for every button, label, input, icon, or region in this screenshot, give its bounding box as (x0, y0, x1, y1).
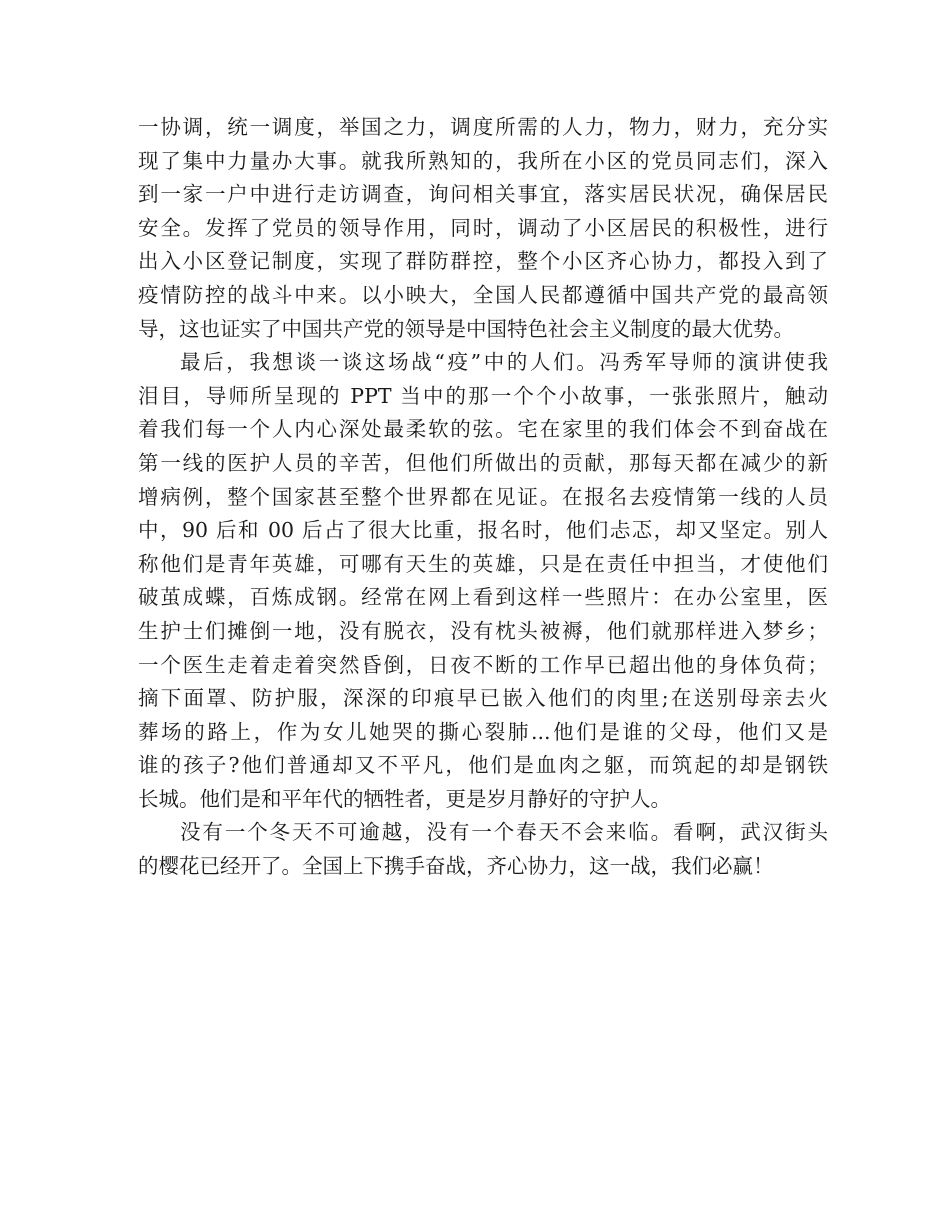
text-line: 没有一个冬天不可逾越，没有一个春天不会来临。看啊，武汉街头 (180, 820, 828, 845)
text-line: 最后，我想谈一谈这场战“疫”中的人们。冯秀军导师的演讲使我 (180, 350, 828, 375)
text-line: 增病例，整个国家甚至整个世界都在见证。在报名去疫情第一线的人员 (138, 484, 828, 509)
text-line: 现了集中力量办大事。就我所熟知的，我所在小区的党员同志们，深入 (138, 148, 828, 173)
text-line: 导，这也证实了中国共产党的领导是中国特色社会主义制度的最大优势。 (138, 316, 794, 341)
text-line: 一个医生走着走着突然昏倒，日夜不断的工作早已超出他的身体负荷； (138, 652, 828, 677)
text-line: 泪目，导师所呈现的 PPT 当中的那一个个小故事，一张张照片，触动 (138, 383, 828, 408)
text-line: 谁的孩子?他们普通却又不平凡，他们是血肉之躯，而筑起的却是钢铁 (138, 753, 828, 778)
text-line: 的樱花已经开了。全国上下携手奋战，齐心协力，这一战，我们必赢！ (138, 854, 774, 879)
text-line: 出入小区登记制度，实现了群防群控，整个小区齐心协力，都投入到了 (138, 249, 828, 274)
text-line: 第一线的医护人员的辛苦，但他们所做出的贡献，那每天都在减少的新 (138, 450, 828, 475)
text-line: 安全。发挥了党员的领导作用，同时，调动了小区居民的积极性，进行 (138, 215, 828, 240)
text-line: 着我们每一个人内心深处最柔软的弦。宅在家里的我们体会不到奋战在 (138, 417, 828, 442)
body-text (138, 111, 828, 884)
text-line: 长城。他们是和平年代的牺牲者，更是岁月静好的守护人。 (138, 786, 671, 811)
text-line: 摘下面罩、防护服，深深的印痕早已嵌入他们的肉里;在送别母亲去火 (138, 686, 828, 711)
text-line: 疫情防控的战斗中来。以小映大，全国人民都遵循中国共产党的最高领 (138, 282, 828, 307)
text-line: 称他们是青年英雄，可哪有天生的英雄，只是在责任中担当，才使他们 (138, 551, 828, 576)
text-line: 葬场的路上，作为女儿她哭的撕心裂肺...他们是谁的父母，他们又是 (138, 719, 828, 744)
text-line: 破茧成蝶，百炼成钢。经常在网上看到这样一些照片：在办公室里，医 (138, 585, 828, 610)
text-line: 生护士们摊倒一地，没有脱衣，没有枕头被褥，他们就那样进入梦乡； (138, 618, 828, 643)
text-line: 一协调，统一调度，举国之力，调度所需的人力，物力，财力，充分实 (138, 115, 828, 139)
text-line: 到一家一户中进行走访调查，询问相关事宜，落实居民状况，确保居民 (138, 182, 828, 207)
text-line: 中，90 后和 00 后占了很大比重，报名时，他们忐忑，却又坚定。别人 (138, 518, 828, 543)
